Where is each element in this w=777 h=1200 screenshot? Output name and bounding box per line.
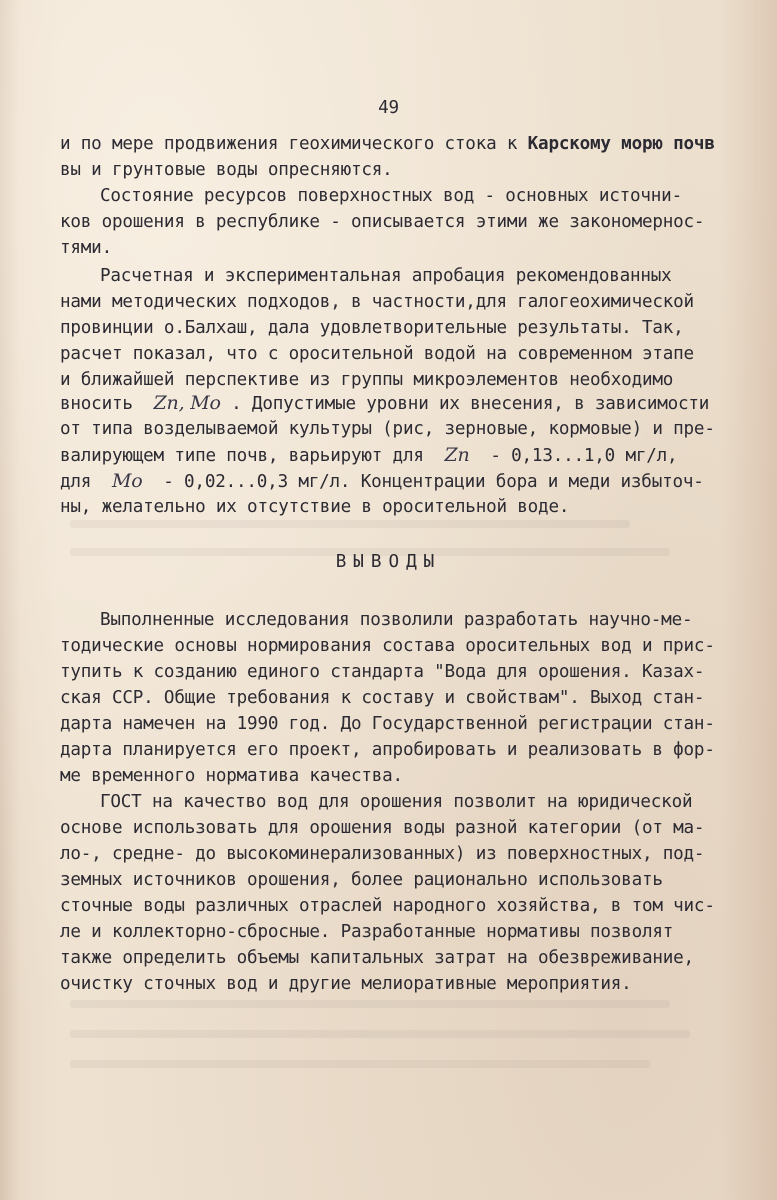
text-line: и ближайшей перспективе из группы микроэлементов необходимо xyxy=(60,370,674,390)
bleed-through-mark xyxy=(70,1000,670,1008)
text-line: ло-, средне- до высокоминерализованных) из поверхностных, под- xyxy=(60,844,705,864)
bleed-through-mark xyxy=(70,1030,690,1038)
text-line: также определить объемы капитальных затрат на обезвреживание, xyxy=(60,948,694,968)
bleed-through-mark xyxy=(70,520,630,528)
text-line: и по мере продвижения геохимического стока к Карскому морю почв xyxy=(60,134,715,154)
text-line: земных источников орошения, более рационально использовать xyxy=(60,870,663,890)
text-line: ГОСТ на качество вод для орошения позволит на юридической xyxy=(100,792,693,812)
text-line: дарта планируется его проект, апробировать и реализовать в фор- xyxy=(60,740,715,760)
text-line: ков орошения в республике - описывается этими же закономернос- xyxy=(60,212,705,232)
text-line: для Mo - 0,02...0,3 мг/л. Концентрации бора и меди избыточ- xyxy=(60,470,704,492)
text-line: Выполненные исследования позволили разработать научно-ме- xyxy=(100,610,693,630)
text-line: расчет показал, что с оросительной водой на современном этапе xyxy=(60,344,694,364)
page-number: 49 xyxy=(378,98,399,118)
text-line: Состояние ресурсов поверхностных вод - основных источни- xyxy=(100,186,682,206)
section-heading: ВЫВОДЫ xyxy=(335,552,442,572)
text-line: нами методических подходов, в частности,для галогеохимической xyxy=(60,292,694,312)
text-line: валирующем типе почв, варьируют для Zn - 0,13...1,0 мг/л, xyxy=(60,444,678,466)
handwritten-symbol: Mo xyxy=(111,470,143,492)
text-line: основе использовать для орошения воды разной категории (от ма- xyxy=(60,818,705,838)
text-line: вносить Zn, Mo . Допустимые уровни их внесения, в зависимости xyxy=(60,392,710,414)
text-line: ская ССР. Общие требования к составу и свойствам". Выход стан- xyxy=(60,688,705,708)
text-line: тями. xyxy=(60,238,112,258)
text-line: тупить к созданию единого стандарта "Вода для орошения. Казах- xyxy=(60,662,705,682)
bleed-through-mark xyxy=(70,1060,650,1068)
text-line: очистку сточных вод и другие мелиоративные мероприятия. xyxy=(60,974,632,994)
text-line: ле и коллекторно-сбросные. Разработанные нормативы позволят xyxy=(60,922,674,942)
text-line: тодические основы нормирования состава оросительных вод и прис- xyxy=(60,636,715,656)
text-line: от типа возделываемой культуры (рис, зерновые, кормовые) и пре- xyxy=(60,419,715,439)
text-line: провинции о.Балхаш, дала удовлетворительные результаты. Так, xyxy=(60,318,684,338)
text-line: сточные воды различных отраслей народного хозяйства, в том чис- xyxy=(60,896,715,916)
text-line: ме временного норматива качества. xyxy=(60,766,403,786)
handwritten-symbol: Zn xyxy=(444,444,470,466)
text-line: вы и грунтовые воды опресняются. xyxy=(60,160,393,180)
text-line: Расчетная и экспериментальная апробация рекомендованных xyxy=(100,266,672,286)
text-line: дарта намечен на 1990 год. До Государственной регистрации стан- xyxy=(60,714,715,734)
text-line: ны, желательно их отсутствие в оросительной воде. xyxy=(60,497,570,517)
handwritten-symbol: Zn, Mo xyxy=(153,392,221,414)
